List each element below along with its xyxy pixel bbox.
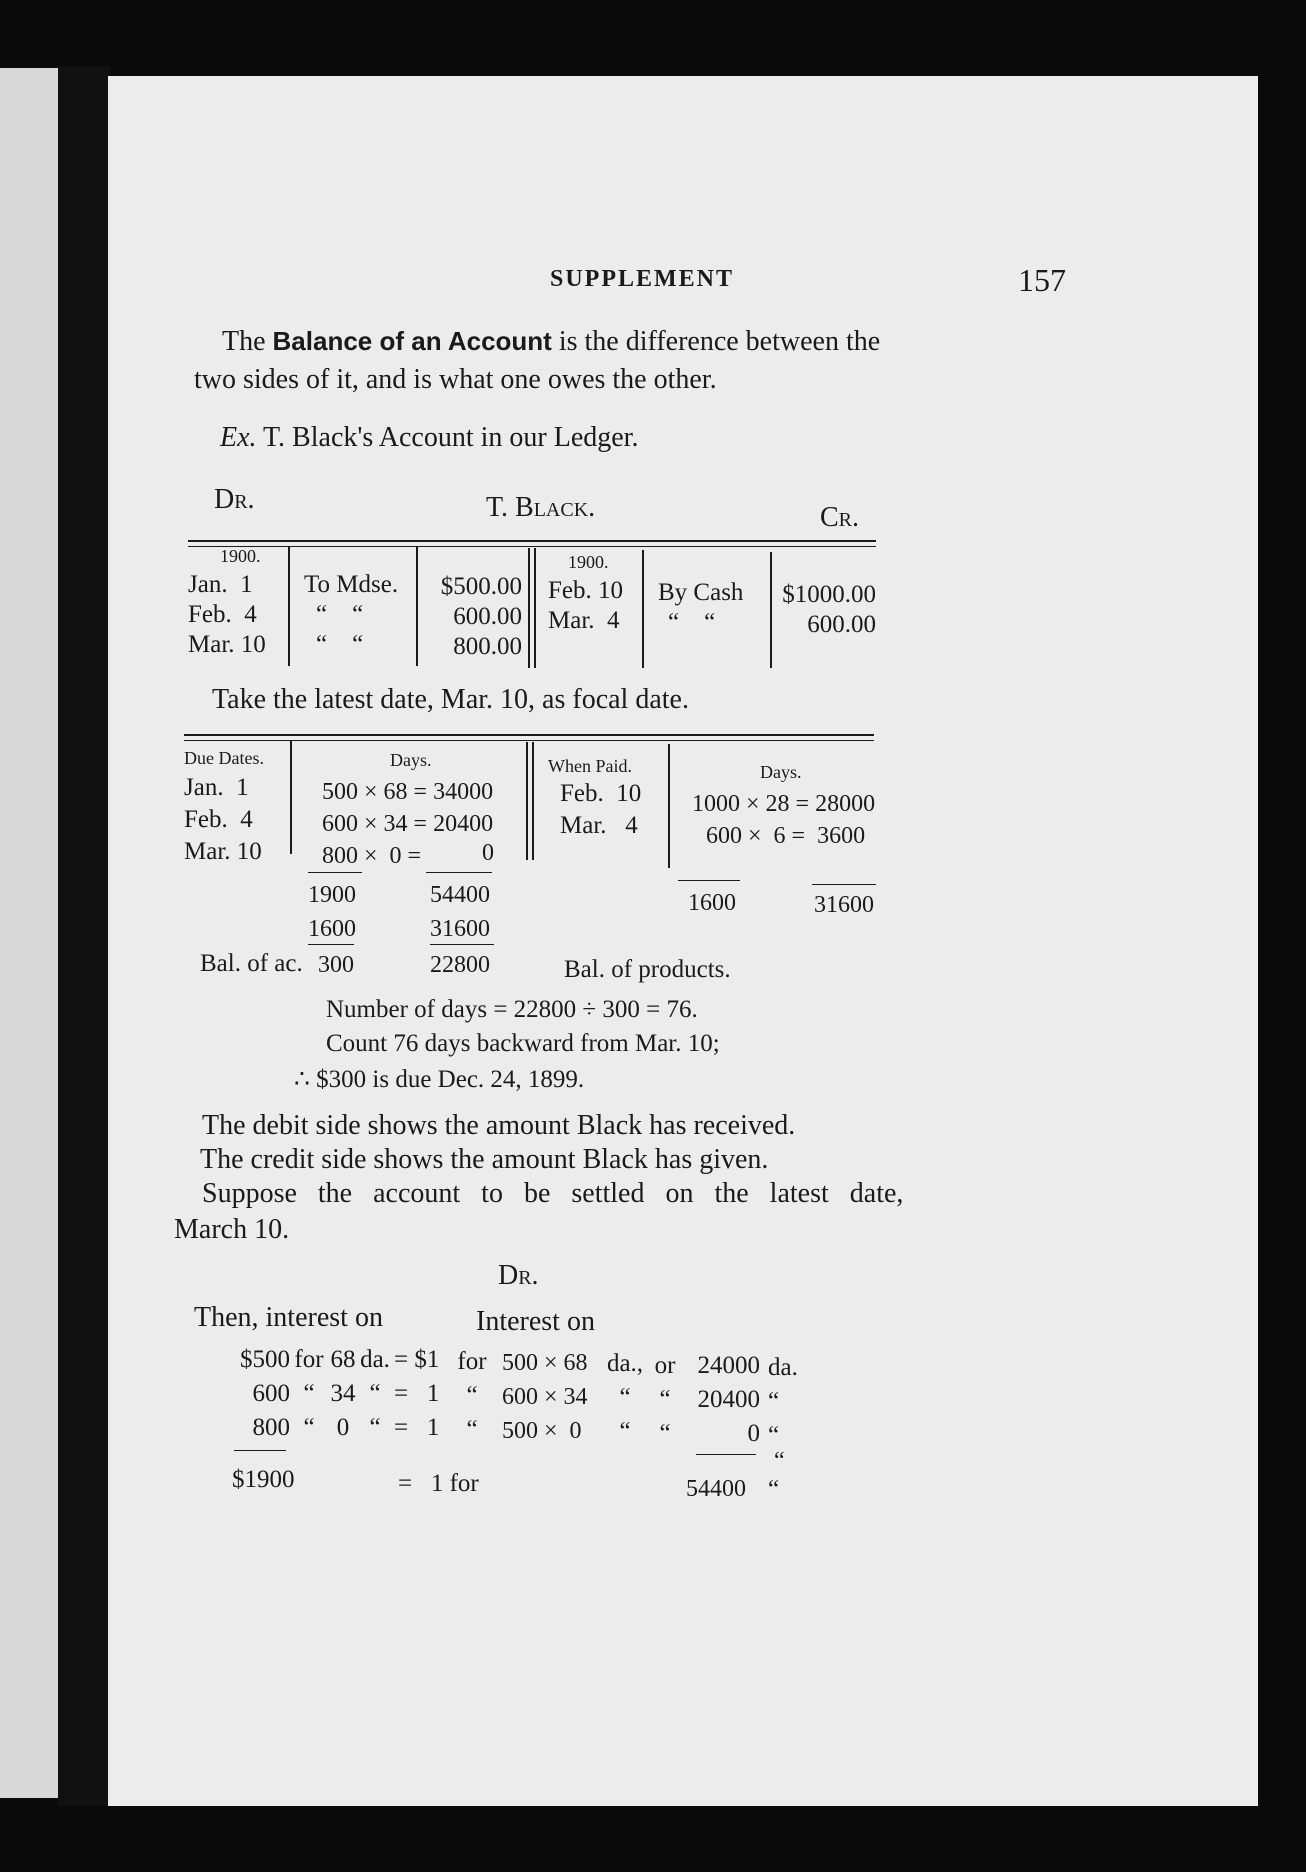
due-dates (184, 772, 262, 868)
credit-descriptions (658, 578, 743, 638)
interest-total-unit: “ (768, 1476, 780, 1503)
interest-total: 20400 (697, 1386, 760, 1413)
paragraph-line: Suppose the account to be settled on the latest date, (202, 1178, 904, 1209)
ledger-top-rule-2 (188, 546, 876, 547)
definition-line-2: two sides of it, and is what one owes the other. (194, 364, 717, 395)
interest-total-amount: $1900 (232, 1466, 295, 1493)
interest-or: “ (659, 1386, 671, 1413)
debit-descriptions (304, 570, 398, 660)
sum-rule (812, 884, 876, 885)
interest-sum-rule (696, 1454, 756, 1455)
left-days-heading: Days. (390, 750, 432, 770)
debit-amount: $500.00 (440, 573, 522, 600)
interest-or: “ (659, 1420, 671, 1447)
credit-amount: 600.00 (807, 611, 876, 638)
interest-total-days: 54400 (686, 1476, 746, 1502)
interest-unit: “ (768, 1388, 780, 1415)
debit-description: “ “ (316, 631, 364, 658)
calc-line: Count 76 days backward from Mar. 10; (326, 1030, 720, 1057)
facing-page-edge (0, 68, 58, 1798)
left-sum-amount: 1900 (308, 882, 356, 908)
book-page (108, 76, 1258, 1806)
example-line (220, 422, 638, 454)
interest-for: “ (303, 1414, 315, 1441)
balance-of-products-label: Bal. of products. (564, 956, 731, 983)
interest-days: 34 (330, 1380, 356, 1407)
ledger-center-divider (528, 548, 530, 668)
ledger-dr-label: Dr. (214, 484, 255, 515)
debit-description: To Mdse. (304, 571, 399, 598)
products-col-divider (290, 740, 292, 854)
debit-dates (188, 570, 284, 660)
product-row: 500 × 68 = 34000 (322, 779, 494, 805)
interest-da2: da., (606, 1350, 644, 1377)
definition-rest: is the difference between the (558, 326, 881, 357)
subtract-amount: 1600 (308, 916, 356, 942)
credit-description: By Cash (658, 579, 744, 606)
interest-amount: $500 (240, 1346, 290, 1373)
interest-unit: da. (768, 1354, 798, 1381)
product-row: 600 × 6 = 3600 (706, 823, 866, 849)
balance-product: 22800 (430, 952, 490, 978)
paragraph-line: The debit side shows the amount Black has received. (202, 1110, 796, 1141)
products-col-divider (668, 744, 670, 868)
interest-dr-label: Dr. (498, 1260, 539, 1291)
interest-eq: = $1 (394, 1346, 440, 1373)
products-center-divider (526, 742, 528, 860)
page-number: 157 (1018, 262, 1066, 298)
paid-dates (560, 778, 641, 842)
due-date: Jan. 1 (184, 774, 249, 801)
example-label: Ex. (220, 422, 257, 453)
diff-rule (430, 944, 494, 945)
interest-unit: “ (768, 1422, 780, 1449)
left-products (322, 776, 493, 872)
interest-total: 24000 (697, 1352, 760, 1379)
credit-dates (548, 576, 623, 636)
credit-description: “ “ (668, 609, 716, 636)
debit-amount: 600.00 (453, 603, 522, 630)
interest-days: 68 (330, 1346, 356, 1373)
calc-line: Number of days = 22800 ÷ 300 = 76. (326, 996, 698, 1023)
credit-amount: $1000.00 (782, 581, 876, 608)
debit-date: Jan. 1 (188, 571, 253, 598)
debit-year: 1900. (220, 546, 261, 566)
paragraph-line: The credit side shows the amount Black has given. (200, 1144, 769, 1175)
interest-for2: “ (466, 1416, 478, 1443)
debit-amount: 800.00 (453, 633, 522, 660)
sum-rule (308, 872, 362, 873)
when-paid-heading: When Paid. (548, 756, 632, 776)
interest-on-label: Interest on (476, 1306, 595, 1337)
interest-amount: 600 (252, 1380, 290, 1407)
sum-rule (426, 872, 492, 873)
then-interest-label: Then, interest on (194, 1302, 383, 1333)
interest-product: 600 × 34 (502, 1384, 588, 1410)
interest-da2: “ (619, 1418, 631, 1445)
ledger-col-divider (288, 546, 290, 666)
product-row: 600 × 34 = 20400 (322, 811, 494, 837)
debit-description: “ “ (316, 601, 364, 628)
balance-of-account-label: Bal. of ac. (200, 950, 303, 977)
interest-sum-rule (234, 1450, 286, 1451)
paragraph-line: March 10. (174, 1214, 290, 1245)
interest-da: “ (369, 1414, 381, 1441)
calc-line: ∴ $300 is due Dec. 24, 1899. (294, 1066, 585, 1093)
interest-product: 500 × 0 (502, 1418, 582, 1444)
interest-eq: = 1 (394, 1380, 440, 1407)
right-days-heading: Days. (760, 762, 802, 782)
running-head: SUPPLEMENT (550, 266, 735, 292)
ledger-center-divider (534, 548, 536, 668)
products-top-rule-2 (184, 740, 874, 741)
interest-total: 0 (747, 1420, 760, 1447)
interest-da2: “ (619, 1384, 631, 1411)
definition-lead: The (222, 326, 266, 357)
interest-da: “ (369, 1380, 381, 1407)
interest-da: da. (360, 1346, 390, 1373)
interest-product: 500 × 68 (502, 1350, 588, 1376)
sum-rule (678, 880, 740, 881)
products-center-divider (532, 742, 534, 860)
ledger-top-rule (188, 540, 876, 542)
debit-date: Mar. 10 (188, 631, 266, 658)
interest-for2: for (457, 1348, 487, 1375)
definition-term: Balance of an Account (272, 326, 552, 356)
left-sum-product: 54400 (430, 882, 490, 908)
right-sum-product: 31600 (814, 892, 874, 918)
paid-date: Feb. 10 (560, 780, 642, 807)
interest-days: 0 (336, 1414, 350, 1441)
balance-amount: 300 (318, 952, 354, 978)
interest-or: or (654, 1352, 676, 1379)
due-date: Mar. 10 (184, 838, 262, 865)
right-sum-amount: 1600 (688, 890, 736, 916)
interest-eq: = 1 (394, 1414, 440, 1441)
credit-date: Mar. 4 (548, 607, 620, 634)
subtract-product: 31600 (430, 916, 490, 942)
interest-amount: 800 (252, 1414, 290, 1441)
example-text: T. Black's Account in our Ledger. (263, 422, 639, 453)
right-products (692, 788, 875, 852)
product-row: 1000 × 28 = 28000 (692, 791, 876, 817)
book-spine (58, 66, 110, 1806)
ledger-account-name: T. Black. (486, 492, 596, 523)
products-top-rule (184, 734, 874, 736)
product-row: 800 × 0 = (322, 843, 422, 869)
focal-date-text: Take the latest date, Mar. 10, as focal date. (212, 684, 689, 715)
interest-for: for (294, 1346, 324, 1373)
debit-amounts (418, 572, 522, 662)
ledger-cr-label: Cr. (820, 502, 860, 533)
due-dates-heading: Due Dates. (184, 748, 264, 768)
paid-date: Mar. 4 (560, 812, 638, 839)
debit-date: Feb. 4 (188, 601, 257, 628)
interest-for2: “ (466, 1382, 478, 1409)
interest-for: “ (303, 1380, 315, 1407)
definition-line-1 (222, 326, 880, 358)
credit-date: Feb. 10 (548, 577, 623, 604)
interest-extra-ditto: “ (774, 1448, 785, 1474)
due-date: Feb. 4 (184, 806, 253, 833)
interest-total-eq: = 1 for (398, 1470, 479, 1497)
credit-year: 1900. (568, 552, 609, 572)
credit-amounts (772, 580, 876, 640)
left-last-product-value: 0 (482, 840, 494, 866)
ledger-col-divider (642, 550, 644, 668)
diff-rule (308, 944, 354, 945)
